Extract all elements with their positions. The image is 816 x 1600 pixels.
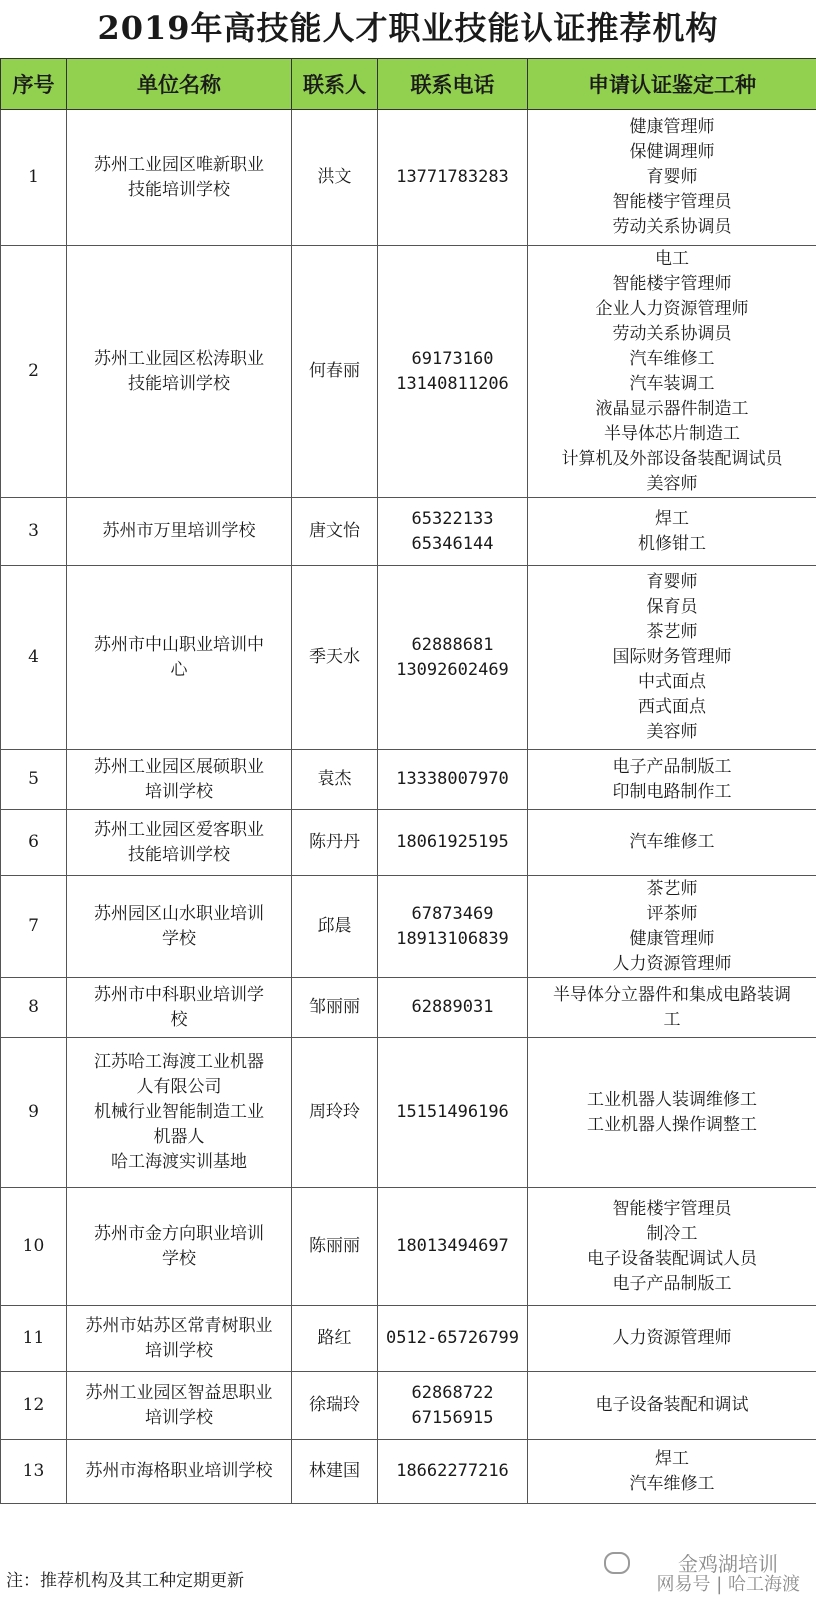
cell-certification-line: 焊工 [655,1448,689,1469]
cell-certification-line: 企业人力资源管理师 [595,298,749,319]
cell-certification-line: 西式面点 [638,697,706,717]
cell-certification-line: 智能楼宇管理师 [612,273,732,294]
cell-phone-line: 69173160 [411,348,494,369]
cell-unit-name-line: 苏州市中科职业培训学 [94,984,264,1005]
table-row [1,1188,816,1306]
cell-index: 6 [1,810,67,876]
cell-phone-line: 13092602469 [396,659,509,680]
cell-unit-name [67,246,292,498]
cell-phone-line: 13771783283 [396,167,509,187]
cell-phone [378,876,528,978]
cell-phone-line: 67873469 [411,903,494,924]
cell-certification [528,876,816,978]
cell-phone [378,1188,528,1306]
cell-certification-line: 电工 [655,248,689,269]
cell-certification-line: 半导体芯片制造工 [604,423,740,444]
cell-certification-line: 焊工 [655,508,689,529]
cell-unit-name [67,566,292,750]
cell-certification-line: 半导体分立器件和集成电路装调 [553,984,791,1005]
cell-contact: 徐瑞玲 [292,1372,378,1440]
cell-unit-name-line: 苏州市金方向职业培训 [94,1223,264,1244]
watermark-source: 网易号 | 哈工海渡 [656,1574,800,1595]
cell-unit-name-line: 校 [170,1009,188,1030]
cell-certification [528,1188,816,1306]
cell-phone [378,1038,528,1188]
table-row [1,1440,816,1504]
cell-phone-line: 18913106839 [396,928,509,949]
cell-unit-name [67,978,292,1038]
cell-unit-name-line: 人有限公司 [136,1077,222,1097]
cell-unit-name [67,498,292,566]
cell-index: 9 [1,1038,67,1188]
cell-unit-name-line: 哈工海渡实训基地 [111,1152,247,1172]
cell-unit-name [67,876,292,978]
cell-index: 12 [1,1372,67,1440]
cell-certification-line: 茶艺师 [646,622,698,642]
cell-phone [378,110,528,246]
cell-index: 10 [1,1188,67,1306]
watermark [576,1548,806,1596]
cell-certification-line: 中式面点 [638,672,706,692]
cell-unit-name-line: 培训学校 [145,1407,213,1428]
cell-phone-line: 0512-65726799 [385,1328,520,1348]
cell-unit-name-line: 技能培训学校 [128,179,230,200]
cell-index: 4 [1,566,67,750]
cell-certification-line: 茶艺师 [646,878,698,899]
cell-certification-line: 工业机器人装调维修工 [587,1089,757,1110]
cell-unit-name-line: 江苏哈工海渡工业机器 [94,1052,264,1072]
cell-phone [378,1306,528,1372]
cell-certification-line: 人力资源管理师 [612,1328,732,1348]
cell-unit-name-line: 苏州工业园区唯新职业 [94,154,264,175]
table-row [1,110,816,246]
cell-certification-line: 健康管理师 [629,928,715,949]
table-row [1,978,816,1038]
cell-certification-line: 汽车装调工 [629,373,715,394]
table-row [1,498,816,566]
table-row [1,1306,816,1372]
cell-contact: 袁杰 [292,750,378,810]
cell-unit-name-line: 学校 [162,928,196,949]
cell-unit-name-line: 苏州工业园区智益思职业 [85,1382,273,1403]
cell-index: 2 [1,246,67,498]
cell-certification [528,1372,816,1440]
cell-certification-line: 育婴师 [646,167,698,187]
cell-certification-line: 汽车维修工 [629,832,715,852]
cell-phone [378,1440,528,1504]
cell-certification [528,1038,816,1188]
cell-certification-line: 保健调理师 [629,142,715,162]
cell-unit-name [67,1306,292,1372]
cell-contact: 唐文怡 [292,498,378,566]
cell-unit-name-line: 心 [170,659,188,680]
cell-certification-line: 电子设备装配和调试 [595,1395,749,1415]
cell-phone-line: 62868722 [411,1382,494,1403]
table-row [1,1038,816,1188]
cell-certification-line: 机修钳工 [638,533,706,554]
watermark-account: 金鸡湖培训 [678,1552,778,1576]
cell-phone-line: 67156915 [411,1407,494,1428]
header-contact: 联系人 [292,59,378,110]
table-header-row [1,59,816,110]
footnote: 注：推荐机构及其工种定期更新 [6,1571,244,1591]
table-row [1,1372,816,1440]
cell-unit-name-line: 学校 [162,1248,196,1269]
header-phone: 联系电话 [378,59,528,110]
cell-phone-line: 18013494697 [396,1236,509,1256]
cell-phone-line: 18061925195 [396,832,509,852]
cell-index: 7 [1,876,67,978]
cell-certification-line: 制冷工 [646,1223,698,1244]
cell-certification-line: 电子产品制版工 [612,756,732,777]
cell-unit-name [67,110,292,246]
table-row [1,246,816,498]
cell-phone [378,498,528,566]
cell-phone-line: 18662277216 [396,1461,509,1481]
cell-certification [528,810,816,876]
cell-unit-name [67,750,292,810]
table-row [1,876,816,978]
cell-certification-line: 美容师 [646,722,698,742]
cell-index: 13 [1,1440,67,1504]
cell-unit-name-line: 苏州工业园区爱客职业 [94,819,264,840]
cell-phone [378,1372,528,1440]
cell-certification [528,110,816,246]
cell-unit-name-line: 技能培训学校 [128,373,230,394]
cell-certification-line: 工业机器人操作调整工 [587,1114,757,1135]
cell-certification [528,566,816,750]
cell-unit-name-line: 苏州工业园区展硕职业 [94,756,264,777]
cell-contact: 陈丽丽 [292,1188,378,1306]
cell-index: 5 [1,750,67,810]
cell-unit-name [67,810,292,876]
cell-phone [378,978,528,1038]
cell-index: 3 [1,498,67,566]
cell-unit-name-line: 苏州园区山水职业培训 [94,903,264,924]
cell-contact: 季天水 [292,566,378,750]
cell-unit-name-line: 机器人 [153,1127,205,1147]
cell-certification-line: 育婴师 [646,572,698,592]
cell-contact: 林建国 [292,1440,378,1504]
cell-certification-line: 工 [663,1009,681,1030]
cell-certification-line: 保育员 [646,597,698,617]
cell-certification [528,750,816,810]
cell-contact: 邹丽丽 [292,978,378,1038]
table-row [1,810,816,876]
page-title: 2019年高技能人才职业技能认证推荐机构 [97,9,719,47]
table-row [1,566,816,750]
cell-certification [528,498,816,566]
cell-phone-line: 65346144 [411,533,494,554]
cell-contact: 陈丹丹 [292,810,378,876]
cell-certification [528,1306,816,1372]
cell-phone [378,810,528,876]
header-index: 序号 [1,59,67,110]
cell-contact: 路红 [292,1306,378,1372]
cell-unit-name-line: 苏州市中山职业培训中 [94,634,264,655]
cell-index: 1 [1,110,67,246]
table-row [1,750,816,810]
cell-certification-line: 计算机及外部设备装配调试员 [561,448,783,469]
cell-certification-line: 液晶显示器件制造工 [595,398,749,419]
cell-phone-line: 15151496196 [396,1102,509,1122]
cell-certification-line: 智能楼宇管理员 [612,192,732,212]
cell-unit-name-line: 苏州市海格职业培训学校 [85,1461,273,1481]
cell-unit-name [67,1038,292,1188]
cell-unit-name [67,1440,292,1504]
cell-certification-line: 汽车维修工 [629,348,715,369]
cell-certification-line: 电子产品制版工 [612,1273,732,1294]
cell-contact: 邱晨 [292,876,378,978]
cell-unit-name-line: 技能培训学校 [128,844,230,865]
cell-certification-line: 评茶师 [646,903,698,924]
cell-phone [378,750,528,810]
cell-certification-line: 劳动关系协调员 [612,217,732,237]
cell-phone [378,246,528,498]
cell-unit-name [67,1372,292,1440]
cell-certification-line: 印制电路制作工 [612,781,732,802]
cell-contact: 洪文 [292,110,378,246]
cell-certification-line: 智能楼宇管理员 [612,1198,732,1219]
cell-unit-name-line: 培训学校 [145,1340,213,1361]
cell-unit-name-line: 苏州市万里培训学校 [102,521,256,541]
wechat-bubble-icon [604,1552,630,1574]
cell-phone-line: 65322133 [411,508,494,529]
institution-table [0,58,816,1504]
cell-phone-line: 13140811206 [396,373,509,394]
cell-certification-line: 人力资源管理师 [612,953,732,974]
cell-unit-name-line: 苏州工业园区松涛职业 [94,348,264,369]
cell-phone-line: 62889031 [411,997,494,1017]
cell-certification-line: 汽车维修工 [629,1473,715,1494]
cell-phone-line: 62888681 [411,634,494,655]
header-certification: 申请认证鉴定工种 [528,59,816,110]
header-unit-name: 单位名称 [67,59,292,110]
cell-unit-name-line: 培训学校 [145,781,213,802]
cell-certification-line: 电子设备装配调试人员 [587,1248,757,1269]
cell-certification [528,246,816,498]
cell-index: 11 [1,1306,67,1372]
cell-contact: 何春丽 [292,246,378,498]
cell-index: 8 [1,978,67,1038]
cell-unit-name [67,1188,292,1306]
table-body [1,110,816,1504]
cell-certification-line: 美容师 [646,473,698,494]
cell-phone [378,566,528,750]
cell-certification-line: 劳动关系协调员 [612,323,732,344]
cell-contact: 周玲玲 [292,1038,378,1188]
cell-unit-name-line: 机械行业智能制造工业 [94,1102,264,1122]
cell-phone-line: 13338007970 [396,769,509,789]
cell-certification-line: 健康管理师 [629,117,715,137]
cell-unit-name-line: 苏州市姑苏区常青树职业 [85,1315,273,1336]
cell-certification-line: 国际财务管理师 [612,647,732,667]
cell-certification [528,1440,816,1504]
cell-certification [528,978,816,1038]
